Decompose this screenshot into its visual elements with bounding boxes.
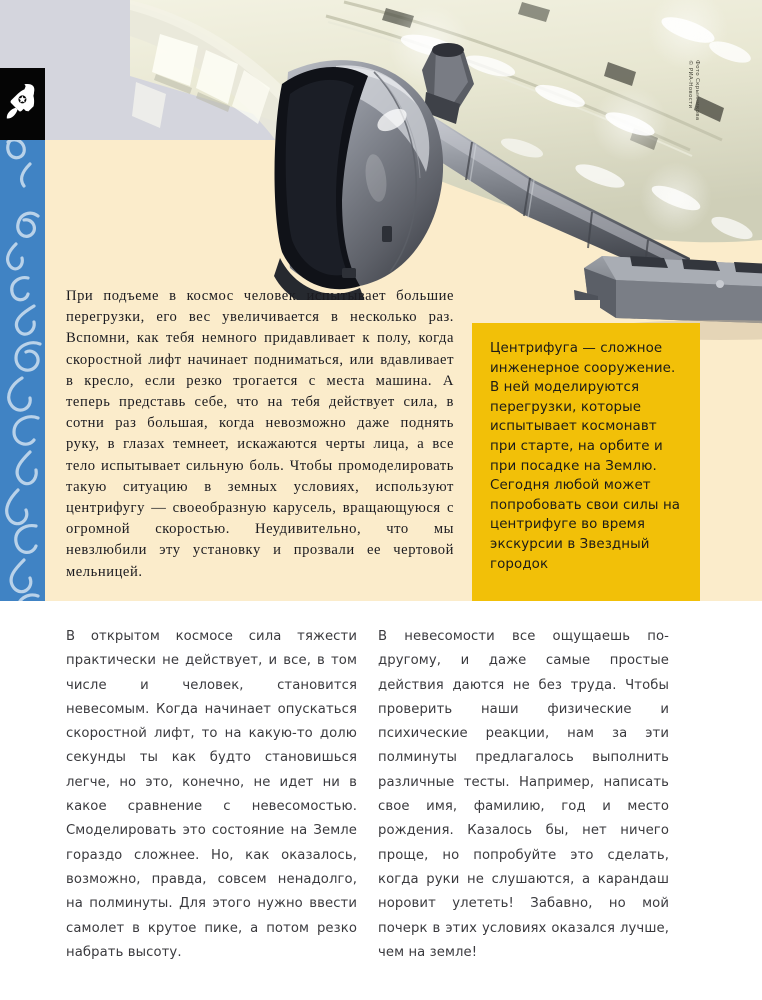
rocket-badge (0, 68, 45, 140)
handwriting-decoration-icon (0, 140, 45, 601)
callout-box (472, 323, 700, 601)
photo-credit-agency: © РИА-Новости (686, 60, 693, 109)
body-column-left: В открытом космосе сила тяжести практически не действует, и все, в том числе и человек, становится невесомым. Когда начинает опускаться скоростной лифт, то на какую-то долю секунды ты как будто становишься легче, но это, конечно, не идет ни в какое сравнение с невесомостью. Смоделировать это состояние на Земле гораздо сложнее. Но, как оказалось, возможно, правда, совсем ненадолго, на полминуты. Для этого нужно ввести самолет в крутое пике, а потом резко набрать высоту. (66, 629, 357, 960)
body-column-right: В невесомости все ощущаешь по-другому, и даже самые простые действия даются не без труда. Чтобы проверить наши физические и психические реакции, нам за эти полминуты предлагалось выполнить различные тесты. Например, написать свое имя, фамилию, год и место рождения. Казалось бы, нет ничего проще, но попробуйте это сделать, когда руки не слушаются, а карандаш норовит улететь! Забавно, но мой почерк в этих условиях оказался лучше, чем на земле! (378, 629, 669, 960)
lead-paragraph-column (66, 286, 454, 583)
photo-credit (686, 60, 700, 152)
bottom-body-section (0, 601, 762, 1000)
lead-paragraph: При подъеме в космос человек испытывает большие перегрузки, его вес увеличивается в несколько раз. Вспомни, как тебя немного придавливает к полу, когда скоростной лифт начинает подниматься, или вдавливает в кресло, если резко трогается с места машина. А теперь представь себе, что на тебя действует сила, в сотни раз большая, когда невозможно даже поднять руку, в глазах темнеет, искажаются черты лица, а все тело испытывает сильную боль. Чтобы промоделировать такую ситуацию в земных условиях, используют центрифугу — своеобразную карусель, вращающуюся с огромной скоростью. Неудивительно, что мы невзлюбили эту установку и прозвали ее чертовой мельницей. (66, 288, 454, 580)
photo-credit-author: Фото Скрынникова (694, 60, 700, 121)
blue-decorative-strip (0, 140, 45, 601)
rocket-icon (6, 82, 40, 126)
callout-text: Центрифуга — сложное инженерное сооружение. В ней моделируются перегрузки, которые испытывает космонавт при старте, на орбите и при посадке на Землю. Сегодня любой может попробовать свои силы на центрифуге во время экскурсии в Звездный городок (490, 341, 681, 572)
